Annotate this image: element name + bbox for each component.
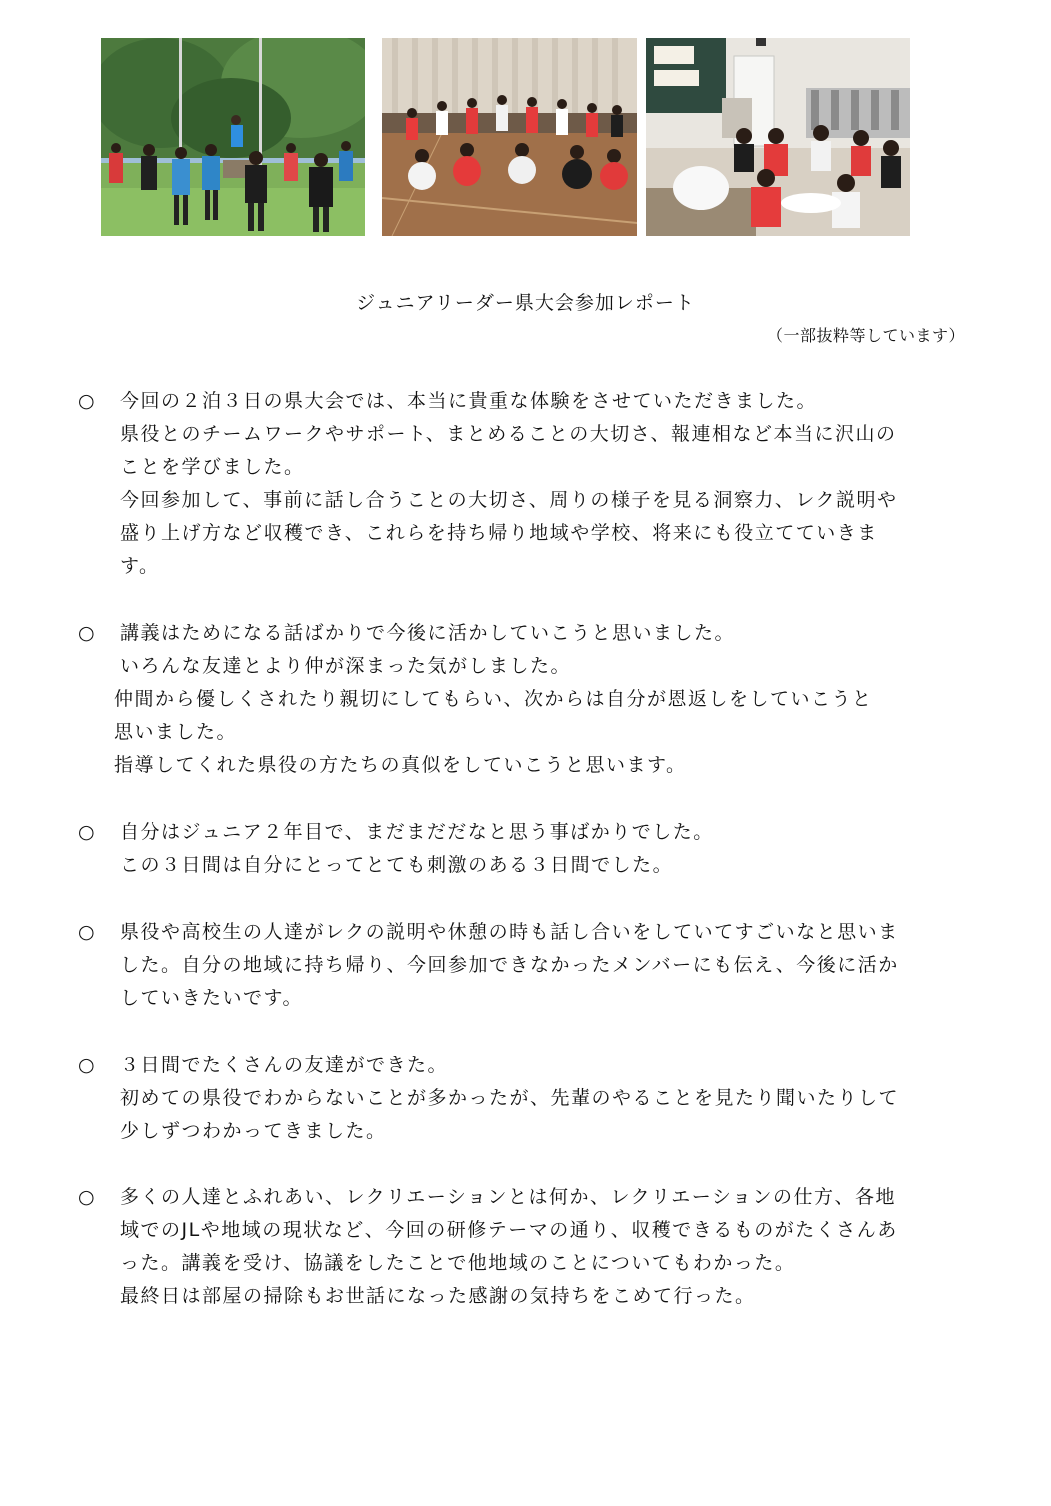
- comment-line: 今回参加して、事前に話し合うことの大切さ、周りの様子を見る洞察力、レク説明や: [120, 489, 898, 511]
- bullet-icon: ○: [78, 622, 95, 644]
- comment-line: していきたいです。: [120, 987, 303, 1009]
- report-title: ジュニアリーダー県大会参加レポート: [356, 292, 695, 314]
- report-note: （一部抜粋等しています）: [766, 326, 965, 345]
- gymnasium-gathering-photo: [382, 38, 637, 236]
- comment-line: この３日間は自分にとってとても刺激のある３日間でした。: [120, 854, 674, 876]
- comment-line: 最終日は部屋の掃除もお世話になった感謝の気持ちをこめて行った。: [120, 1285, 756, 1307]
- comment-line: 多くの人達とふれあい、レクリエーションとは何か、レクリエーションの仕方、各地: [120, 1186, 896, 1208]
- comment-line: 県役とのチームワークやサポート、まとめることの大切さ、報連相など本当に沢山の: [120, 423, 897, 445]
- comment-line: 県役や高校生の人達がレクの説明や休憩の時も話し合いをしていてすごいなと思いま: [120, 921, 899, 943]
- comment-line: した。自分の地域に持ち帰り、今回参加できなかったメンバーにも伝え、今後に活か: [120, 954, 899, 976]
- comment-line: ３日間でたくさんの友達ができた。: [120, 1054, 449, 1076]
- comment-line: 自分はジュニア２年目で、まだまだだなと思う事ばかりでした。: [120, 821, 714, 843]
- outdoor-group-activity-photo: [101, 38, 365, 236]
- comment-line: 指導してくれた県役の方たちの真似をしていこうと思います。: [114, 754, 687, 776]
- comment-line: 初めての県役でわからないことが多かったが、先輩のやることを見たり聞いたりして: [120, 1087, 900, 1109]
- comment-line: 思いました。: [114, 721, 238, 743]
- comment-line: 講義はためになる話ばかりで今後に活かしていこうと思いました。: [120, 622, 736, 644]
- comment-line: ことを学びました。: [120, 456, 305, 478]
- comment-line: 仲間から優しくされたり親切にしてもらい、次からは自分が恩返しをしていこうと: [114, 688, 873, 710]
- bullet-icon: ○: [78, 921, 95, 943]
- comment-line: った。講義を受け、協議をしたことで他地域のことについてもわかった。: [120, 1252, 796, 1274]
- comment-line: 今回の２泊３日の県大会では、本当に貴重な体験をさせていただきました。: [120, 390, 818, 412]
- bullet-icon: ○: [78, 821, 95, 843]
- comment-line: 少しずつわかってきました。: [120, 1120, 387, 1142]
- comment-line: 盛り上げ方など収穫でき、これらを持ち帰り地域や学校、将来にも役立てていきま: [120, 522, 878, 544]
- bullet-icon: ○: [78, 1186, 95, 1208]
- comment-line: す。: [120, 555, 160, 577]
- bullet-icon: ○: [78, 1054, 95, 1076]
- classroom-workshop-photo: [646, 38, 910, 236]
- bullet-icon: ○: [78, 390, 95, 412]
- comment-line: いろんな友達とより仲が深まった気がしました。: [120, 655, 572, 677]
- comment-line: 域でのJLや地域の現状など、今回の研修テーマの通り、収穫できるものがたくさんあ: [120, 1219, 898, 1241]
